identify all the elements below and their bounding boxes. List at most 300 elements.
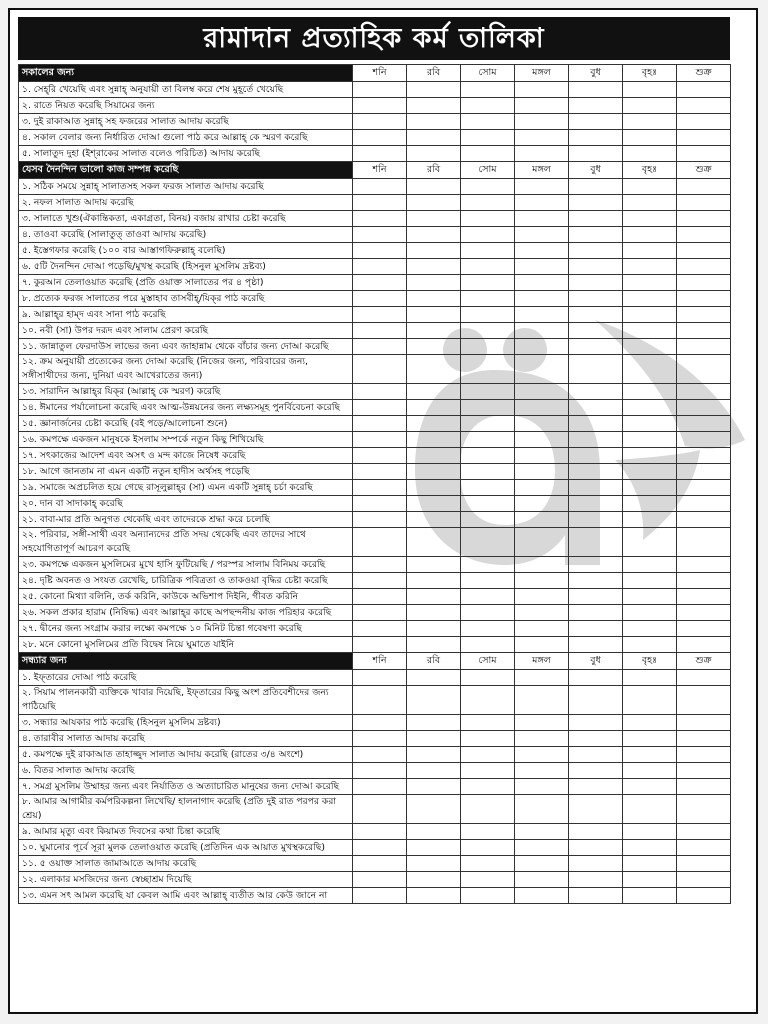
check-cell[interactable] [569,114,623,130]
check-cell[interactable] [461,227,515,243]
check-cell[interactable] [569,824,623,840]
check-cell[interactable] [623,888,677,904]
check-cell[interactable] [515,824,569,840]
check-cell[interactable] [461,323,515,339]
check-cell[interactable] [569,355,623,384]
check-cell[interactable] [515,637,569,653]
check-cell[interactable] [515,840,569,856]
check-cell[interactable] [353,179,407,195]
check-cell[interactable] [677,589,731,605]
check-cell[interactable] [569,323,623,339]
check-cell[interactable] [569,573,623,589]
check-cell[interactable] [677,872,731,888]
check-cell[interactable] [515,114,569,130]
check-cell[interactable] [407,686,461,715]
check-cell[interactable] [569,179,623,195]
check-cell[interactable] [461,856,515,872]
check-cell[interactable] [353,496,407,512]
check-cell[interactable] [569,670,623,686]
check-cell[interactable] [569,872,623,888]
check-cell[interactable] [623,715,677,731]
check-cell[interactable] [353,731,407,747]
check-cell[interactable] [623,480,677,496]
check-cell[interactable] [407,432,461,448]
check-cell[interactable] [623,872,677,888]
check-cell[interactable] [515,227,569,243]
check-cell[interactable] [569,464,623,480]
check-cell[interactable] [623,416,677,432]
check-cell[interactable] [677,747,731,763]
check-cell[interactable] [677,432,731,448]
check-cell[interactable] [353,589,407,605]
check-cell[interactable] [515,779,569,795]
check-cell[interactable] [461,384,515,400]
check-cell[interactable] [569,795,623,824]
check-cell[interactable] [515,872,569,888]
check-cell[interactable] [569,779,623,795]
check-cell[interactable] [353,779,407,795]
check-cell[interactable] [461,888,515,904]
check-cell[interactable] [623,496,677,512]
check-cell[interactable] [677,400,731,416]
check-cell[interactable] [461,573,515,589]
check-cell[interactable] [407,307,461,323]
check-cell[interactable] [677,291,731,307]
check-cell[interactable] [407,146,461,162]
check-cell[interactable] [623,82,677,98]
check-cell[interactable] [461,432,515,448]
check-cell[interactable] [623,573,677,589]
check-cell[interactable] [461,448,515,464]
check-cell[interactable] [407,82,461,98]
check-cell[interactable] [407,98,461,114]
check-cell[interactable] [623,179,677,195]
check-cell[interactable] [407,731,461,747]
check-cell[interactable] [569,146,623,162]
check-cell[interactable] [623,355,677,384]
check-cell[interactable] [677,779,731,795]
check-cell[interactable] [569,747,623,763]
check-cell[interactable] [353,291,407,307]
check-cell[interactable] [353,82,407,98]
check-cell[interactable] [623,339,677,355]
check-cell[interactable] [461,747,515,763]
check-cell[interactable] [623,747,677,763]
check-cell[interactable] [677,824,731,840]
check-cell[interactable] [569,856,623,872]
check-cell[interactable] [515,621,569,637]
check-cell[interactable] [515,275,569,291]
check-cell[interactable] [353,307,407,323]
check-cell[interactable] [407,872,461,888]
check-cell[interactable] [407,856,461,872]
check-cell[interactable] [407,605,461,621]
check-cell[interactable] [677,573,731,589]
check-cell[interactable] [353,130,407,146]
check-cell[interactable] [569,621,623,637]
check-cell[interactable] [515,512,569,528]
check-cell[interactable] [461,621,515,637]
check-cell[interactable] [677,557,731,573]
check-cell[interactable] [461,339,515,355]
check-cell[interactable] [569,195,623,211]
check-cell[interactable] [407,840,461,856]
check-cell[interactable] [569,130,623,146]
check-cell[interactable] [677,146,731,162]
check-cell[interactable] [407,557,461,573]
check-cell[interactable] [677,416,731,432]
check-cell[interactable] [461,480,515,496]
check-cell[interactable] [353,400,407,416]
check-cell[interactable] [515,291,569,307]
check-cell[interactable] [353,339,407,355]
check-cell[interactable] [407,573,461,589]
check-cell[interactable] [353,840,407,856]
check-cell[interactable] [677,621,731,637]
check-cell[interactable] [353,795,407,824]
check-cell[interactable] [407,355,461,384]
check-cell[interactable] [461,872,515,888]
check-cell[interactable] [461,130,515,146]
check-cell[interactable] [353,227,407,243]
check-cell[interactable] [461,637,515,653]
check-cell[interactable] [569,82,623,98]
check-cell[interactable] [623,856,677,872]
check-cell[interactable] [461,114,515,130]
check-cell[interactable] [677,795,731,824]
check-cell[interactable] [407,323,461,339]
check-cell[interactable] [515,259,569,275]
check-cell[interactable] [515,795,569,824]
check-cell[interactable] [407,227,461,243]
check-cell[interactable] [461,275,515,291]
check-cell[interactable] [623,323,677,339]
check-cell[interactable] [515,686,569,715]
check-cell[interactable] [677,512,731,528]
check-cell[interactable] [623,259,677,275]
check-cell[interactable] [407,637,461,653]
check-cell[interactable] [515,400,569,416]
check-cell[interactable] [515,98,569,114]
check-cell[interactable] [677,355,731,384]
check-cell[interactable] [353,448,407,464]
check-cell[interactable] [461,307,515,323]
check-cell[interactable] [461,605,515,621]
check-cell[interactable] [353,259,407,275]
check-cell[interactable] [461,355,515,384]
check-cell[interactable] [353,528,407,557]
check-cell[interactable] [515,355,569,384]
check-cell[interactable] [623,243,677,259]
check-cell[interactable] [623,670,677,686]
check-cell[interactable] [515,480,569,496]
check-cell[interactable] [461,211,515,227]
check-cell[interactable] [677,243,731,259]
check-cell[interactable] [515,416,569,432]
check-cell[interactable] [407,114,461,130]
check-cell[interactable] [407,339,461,355]
check-cell[interactable] [569,448,623,464]
check-cell[interactable] [677,275,731,291]
check-cell[interactable] [407,747,461,763]
check-cell[interactable] [569,731,623,747]
check-cell[interactable] [569,384,623,400]
check-cell[interactable] [569,686,623,715]
check-cell[interactable] [569,528,623,557]
check-cell[interactable] [677,480,731,496]
check-cell[interactable] [677,888,731,904]
check-cell[interactable] [515,146,569,162]
check-cell[interactable] [407,496,461,512]
check-cell[interactable] [569,763,623,779]
check-cell[interactable] [623,589,677,605]
check-cell[interactable] [353,715,407,731]
check-cell[interactable] [677,384,731,400]
check-cell[interactable] [461,464,515,480]
check-cell[interactable] [515,448,569,464]
check-cell[interactable] [677,686,731,715]
check-cell[interactable] [569,557,623,573]
check-cell[interactable] [461,589,515,605]
check-cell[interactable] [623,686,677,715]
check-cell[interactable] [515,496,569,512]
check-cell[interactable] [461,795,515,824]
check-cell[interactable] [461,146,515,162]
check-cell[interactable] [461,195,515,211]
check-cell[interactable] [515,323,569,339]
check-cell[interactable] [623,605,677,621]
check-cell[interactable] [353,621,407,637]
check-cell[interactable] [353,512,407,528]
check-cell[interactable] [461,763,515,779]
check-cell[interactable] [515,856,569,872]
check-cell[interactable] [407,888,461,904]
check-cell[interactable] [353,856,407,872]
check-cell[interactable] [407,384,461,400]
check-cell[interactable] [407,795,461,824]
check-cell[interactable] [569,888,623,904]
check-cell[interactable] [623,114,677,130]
check-cell[interactable] [353,888,407,904]
check-cell[interactable] [407,528,461,557]
check-cell[interactable] [569,512,623,528]
check-cell[interactable] [623,464,677,480]
check-cell[interactable] [677,179,731,195]
check-cell[interactable] [515,747,569,763]
check-cell[interactable] [407,259,461,275]
check-cell[interactable] [461,179,515,195]
check-cell[interactable] [569,432,623,448]
check-cell[interactable] [677,763,731,779]
check-cell[interactable] [677,670,731,686]
check-cell[interactable] [461,840,515,856]
check-cell[interactable] [569,275,623,291]
check-cell[interactable] [623,146,677,162]
check-cell[interactable] [407,464,461,480]
check-cell[interactable] [515,670,569,686]
check-cell[interactable] [623,227,677,243]
check-cell[interactable] [623,512,677,528]
check-cell[interactable] [353,146,407,162]
check-cell[interactable] [623,528,677,557]
check-cell[interactable] [515,464,569,480]
check-cell[interactable] [461,400,515,416]
check-cell[interactable] [407,621,461,637]
check-cell[interactable] [623,637,677,653]
check-cell[interactable] [515,589,569,605]
check-cell[interactable] [677,605,731,621]
check-cell[interactable] [407,763,461,779]
check-cell[interactable] [623,779,677,795]
check-cell[interactable] [623,824,677,840]
check-cell[interactable] [353,211,407,227]
check-cell[interactable] [515,243,569,259]
check-cell[interactable] [461,98,515,114]
check-cell[interactable] [623,731,677,747]
check-cell[interactable] [461,259,515,275]
check-cell[interactable] [515,384,569,400]
check-cell[interactable] [515,573,569,589]
check-cell[interactable] [515,763,569,779]
check-cell[interactable] [461,670,515,686]
check-cell[interactable] [623,291,677,307]
check-cell[interactable] [461,512,515,528]
check-cell[interactable] [623,400,677,416]
check-cell[interactable] [569,227,623,243]
check-cell[interactable] [461,496,515,512]
check-cell[interactable] [353,243,407,259]
check-cell[interactable] [461,243,515,259]
check-cell[interactable] [623,448,677,464]
check-cell[interactable] [623,275,677,291]
check-cell[interactable] [569,840,623,856]
check-cell[interactable] [677,307,731,323]
check-cell[interactable] [515,605,569,621]
check-cell[interactable] [569,416,623,432]
check-cell[interactable] [353,114,407,130]
check-cell[interactable] [407,179,461,195]
check-cell[interactable] [569,480,623,496]
check-cell[interactable] [515,731,569,747]
check-cell[interactable] [677,114,731,130]
check-cell[interactable] [623,130,677,146]
check-cell[interactable] [353,355,407,384]
check-cell[interactable] [353,573,407,589]
check-cell[interactable] [353,432,407,448]
check-cell[interactable] [353,323,407,339]
check-cell[interactable] [353,605,407,621]
check-cell[interactable] [623,384,677,400]
check-cell[interactable] [677,856,731,872]
check-cell[interactable] [353,98,407,114]
check-cell[interactable] [677,637,731,653]
check-cell[interactable] [623,432,677,448]
check-cell[interactable] [515,432,569,448]
check-cell[interactable] [677,840,731,856]
check-cell[interactable] [569,98,623,114]
check-cell[interactable] [515,179,569,195]
check-cell[interactable] [461,779,515,795]
check-cell[interactable] [353,872,407,888]
check-cell[interactable] [569,605,623,621]
check-cell[interactable] [515,557,569,573]
check-cell[interactable] [515,715,569,731]
check-cell[interactable] [353,195,407,211]
check-cell[interactable] [407,275,461,291]
check-cell[interactable] [677,227,731,243]
check-cell[interactable] [461,824,515,840]
check-cell[interactable] [353,480,407,496]
check-cell[interactable] [677,448,731,464]
check-cell[interactable] [515,339,569,355]
check-cell[interactable] [407,480,461,496]
check-cell[interactable] [461,291,515,307]
check-cell[interactable] [623,795,677,824]
check-cell[interactable] [677,195,731,211]
check-cell[interactable] [407,512,461,528]
check-cell[interactable] [407,243,461,259]
check-cell[interactable] [677,211,731,227]
check-cell[interactable] [353,275,407,291]
check-cell[interactable] [677,339,731,355]
check-cell[interactable] [677,323,731,339]
check-cell[interactable] [623,557,677,573]
check-cell[interactable] [677,731,731,747]
check-cell[interactable] [353,557,407,573]
check-cell[interactable] [461,82,515,98]
check-cell[interactable] [623,621,677,637]
check-cell[interactable] [677,98,731,114]
check-cell[interactable] [623,211,677,227]
check-cell[interactable] [515,528,569,557]
check-cell[interactable] [623,763,677,779]
check-cell[interactable] [353,747,407,763]
check-cell[interactable] [569,291,623,307]
check-cell[interactable] [407,715,461,731]
check-cell[interactable] [515,888,569,904]
check-cell[interactable] [569,589,623,605]
check-cell[interactable] [569,307,623,323]
check-cell[interactable] [461,557,515,573]
check-cell[interactable] [407,670,461,686]
check-cell[interactable] [353,637,407,653]
check-cell[interactable] [461,686,515,715]
check-cell[interactable] [677,259,731,275]
check-cell[interactable] [569,715,623,731]
check-cell[interactable] [407,448,461,464]
check-cell[interactable] [407,824,461,840]
check-cell[interactable] [353,686,407,715]
check-cell[interactable] [353,464,407,480]
check-cell[interactable] [461,731,515,747]
check-cell[interactable] [353,416,407,432]
check-cell[interactable] [407,195,461,211]
check-cell[interactable] [677,130,731,146]
check-cell[interactable] [353,670,407,686]
check-cell[interactable] [407,211,461,227]
check-cell[interactable] [569,259,623,275]
check-cell[interactable] [677,715,731,731]
check-cell[interactable] [461,715,515,731]
check-cell[interactable] [515,82,569,98]
check-cell[interactable] [623,840,677,856]
check-cell[interactable] [623,307,677,323]
check-cell[interactable] [515,211,569,227]
check-cell[interactable] [515,130,569,146]
check-cell[interactable] [677,528,731,557]
check-cell[interactable] [677,82,731,98]
check-cell[interactable] [569,400,623,416]
